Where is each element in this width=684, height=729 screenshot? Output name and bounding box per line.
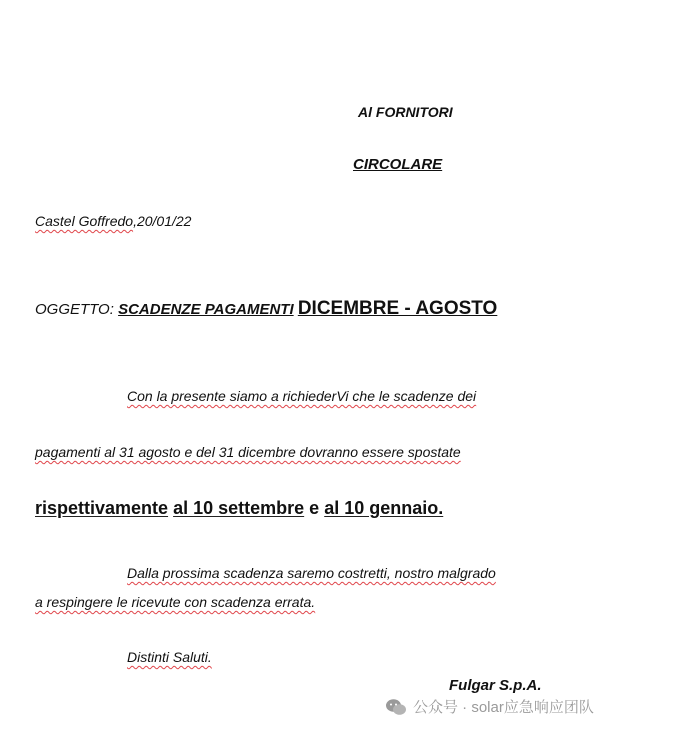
- body-line-3: [35, 498, 443, 519]
- body-line-5: a respingere le ricevute con scadenza errata.: [35, 594, 316, 610]
- body-line-3-d: al 10 gennaio.: [324, 498, 444, 518]
- watermark-text: 公众号 · solar应急响应团队: [413, 699, 594, 716]
- body-line-4: Dalla prossima scadenza saremo costretti, nostro malgrado: [127, 565, 496, 581]
- subject-line: [35, 298, 497, 320]
- body-line-2: pagamenti al 31 agosto e del 31 dicembre dovranno essere spostate: [35, 444, 461, 460]
- closing-line: Distinti Saluti.: [127, 649, 212, 665]
- subject-part2: DICEMBRE - AGOSTO: [297, 298, 498, 319]
- wechat-icon: [385, 698, 407, 716]
- body-line-1: Con la presente siamo a richiederVi che le scadenze dei: [127, 388, 477, 404]
- subject-part1: SCADENZE PAGAMENTI: [118, 301, 294, 318]
- signature-line: Fulgar S.p.A.: [449, 677, 542, 694]
- date: 20/01/22: [136, 213, 192, 229]
- place-date-line: Castel Goffredo,20/01/22: [35, 213, 192, 229]
- body-line-3-a: rispettivamente: [35, 498, 169, 518]
- subject-label: OGGETTO:: [35, 301, 114, 318]
- recipient-line: Al FORNITORI: [358, 104, 453, 120]
- watermark: [385, 696, 594, 717]
- body-line-3-b: al 10 settembre: [173, 498, 305, 518]
- body-line-3-c: e: [309, 498, 320, 518]
- circular-heading: CIRCOLARE: [353, 156, 443, 173]
- place: Castel Goffredo: [35, 213, 134, 229]
